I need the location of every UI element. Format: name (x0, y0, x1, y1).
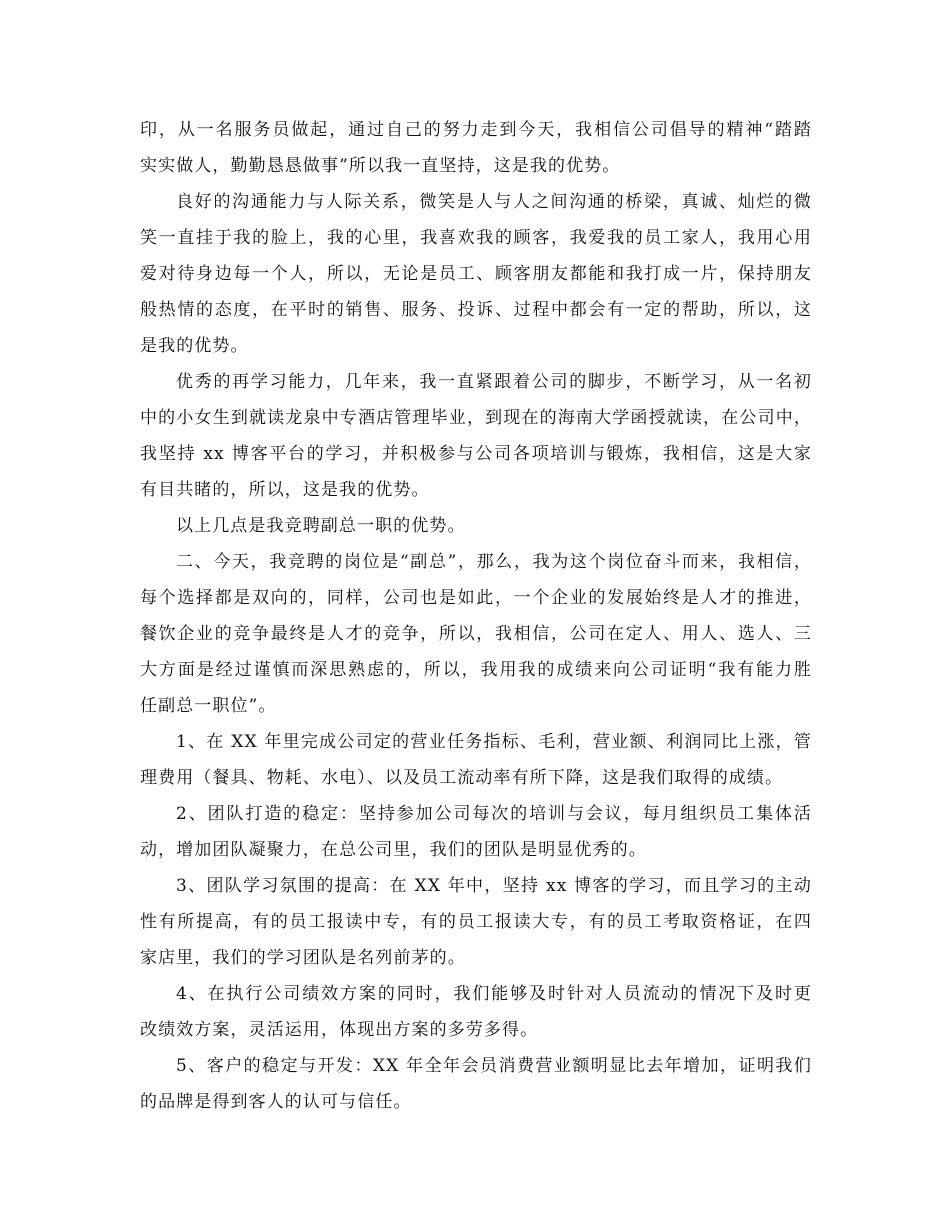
paragraph-item-4 (140, 976, 812, 1048)
text-line: 餐饮企业的竞争最终是人才的竞争，所以，我相信，公司在定人、用人、选人、三 (140, 624, 812, 644)
text-line: 二、今天，我竞聘的岗位是“副总”，那么，我为这个岗位奋斗而来，我相信， (176, 552, 812, 572)
text-line: 改绩效方案，灵活运用，体现出方案的多劳多得。 (140, 1020, 539, 1040)
text-line: 性有所提高，有的员工报读中专，有的员工报读大专，有的员工考取资格证，在四 (140, 912, 812, 932)
text-line: 良好的沟通能力与人际关系，微笑是人与人之间沟通的桥梁，真诚、灿烂的微 (176, 192, 812, 212)
paragraph-section-two (140, 544, 812, 724)
paragraph-continuation (140, 112, 812, 184)
text-line: 优秀的再学习能力，几年来，我一直紧跟着公司的脚步，不断学习，从一名初 (176, 372, 812, 392)
text-line: 印，从一名服务员做起，通过自己的努力走到今天，我相信公司倡导的精神“踏踏 (140, 120, 812, 140)
text-line: 大方面是经过谨慎而深思熟虑的，所以，我用我的成绩来向公司证明“我有能力胜 (140, 660, 812, 680)
text-line: 5、客户的稳定与开发：XX 年全年会员消费营业额明显比去年增加，证明我们 (176, 1056, 812, 1076)
paragraph-item-2 (140, 796, 812, 868)
document-body (140, 112, 812, 1120)
text-line: 1、在 XX 年里完成公司定的营业任务指标、毛利，营业额、利润同比上涨，管 (176, 732, 812, 752)
text-line: 家店里，我们的学习团队是名列前茅的。 (140, 948, 466, 968)
text-line: 动，增加团队凝聚力，在总公司里，我们的团队是明显优秀的。 (140, 840, 647, 860)
text-line: 爱对待身边每一个人，所以，无论是员工、顾客朋友都能和我打成一片，保持朋友 (140, 264, 812, 284)
text-line: 以上几点是我竞聘副总一职的优势。 (176, 516, 466, 536)
paragraph-item-1 (140, 724, 812, 796)
paragraph-summary (140, 508, 812, 544)
text-line: 笑一直挂于我的脸上，我的心里，我喜欢我的顾客，我爱我的员工家人，我用心用 (140, 228, 812, 248)
text-line: 我坚持 xx 博客平台的学习，并积极参与公司各项培训与锻炼，我相信，这是大家 (140, 444, 812, 464)
text-line: 中的小女生到就读龙泉中专酒店管理毕业，到现在的海南大学函授就读，在公司中， (140, 408, 812, 428)
text-line: 的品牌是得到客人的认可与信任。 (140, 1092, 412, 1112)
text-line: 是我的优势。 (140, 336, 249, 356)
paragraph-item-5 (140, 1048, 812, 1120)
text-line: 4、在执行公司绩效方案的同时，我们能够及时针对人员流动的情况下及时更 (176, 984, 812, 1004)
text-line: 实实做人，勤勤恳恳做事”所以我一直坚持，这是我的优势。 (140, 156, 621, 176)
text-line: 任副总一职位”。 (140, 696, 277, 716)
text-line: 理费用（餐具、物耗、水电）、以及员工流动率有所下降，这是我们取得的成绩。 (140, 768, 784, 788)
text-line: 3、团队学习氛围的提高：在 XX 年中，坚持 xx 博客的学习，而且学习的主动 (176, 876, 812, 896)
text-line: 每个选择都是双向的，同样，公司也是如此，一个企业的发展始终是人才的推进， (140, 588, 812, 608)
paragraph-communication (140, 184, 812, 364)
text-line: 有目共睹的，所以，这是我的优势。 (140, 480, 430, 500)
text-line: 般热情的态度，在平时的销售、服务、投诉、过程中都会有一定的帮助，所以，这 (140, 300, 812, 320)
text-line: 2、团队打造的稳定：坚持参加公司每次的培训与会议，每月组织员工集体活 (176, 804, 812, 824)
paragraph-item-3 (140, 868, 812, 976)
paragraph-learning (140, 364, 812, 508)
